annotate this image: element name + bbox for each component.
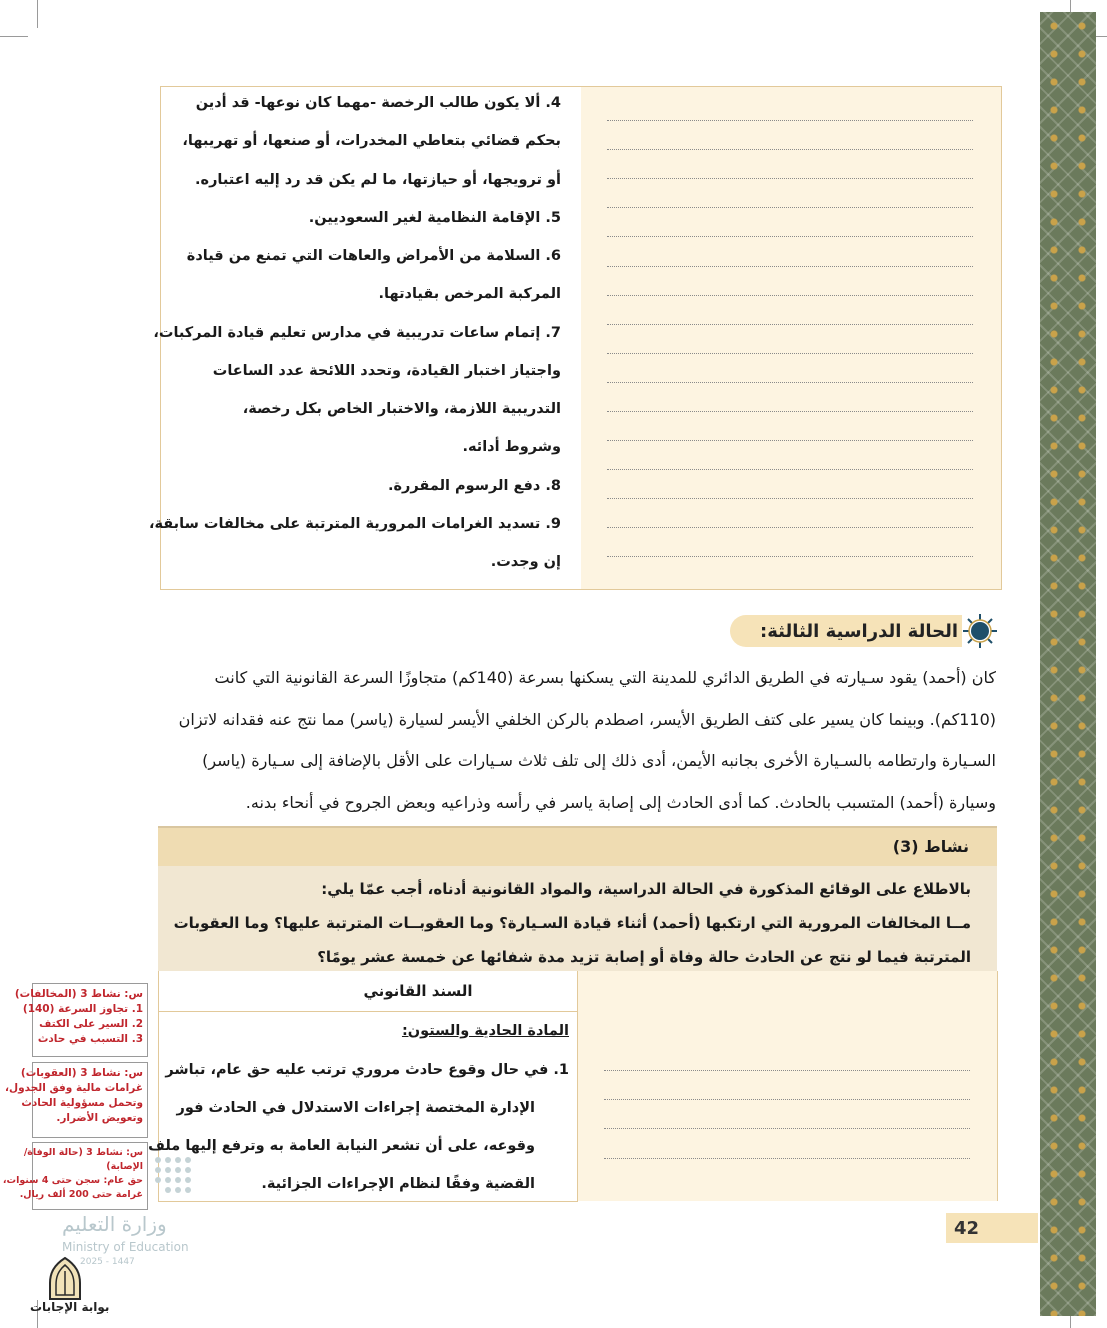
side-note-line: س: نشاط 3 (المخالفات) xyxy=(14,988,143,1000)
condition-line: 5. الإقامة النظامية لغير السعوديين. xyxy=(308,210,561,226)
condition-line: 4. ألا يكون طالب الرخصة -مهما كان نوعها- قد أدين xyxy=(195,95,561,111)
answer-line xyxy=(604,1158,970,1159)
answer-line xyxy=(607,120,973,121)
answer-line xyxy=(607,556,973,557)
side-note-line: 3. التسبب في حادث xyxy=(37,1033,143,1045)
answer-line xyxy=(607,178,973,179)
answer-line xyxy=(604,1128,970,1129)
condition-line: بحكم قضائي بتعاطي المخدرات، أو صنعها، أو تهريبها، xyxy=(182,133,561,149)
conditions-table xyxy=(148,86,1002,590)
condition-line: 7. إتمام ساعات تدريبية في مدارس تعليم قيادة المركبات، xyxy=(153,325,561,341)
case-paragraph-line: كان (أحمد) يقود سـيارته في الطريق الدائري للمدينة التي يسكنها بسرعة (140كم) متجاوزًا السرعة القانونية التي كانت xyxy=(214,668,996,687)
answer-line xyxy=(607,353,973,354)
answers-portal-logo-icon xyxy=(40,1255,90,1301)
side-note-penalties xyxy=(5,1062,148,1138)
answer-line xyxy=(607,324,973,325)
answer-line xyxy=(604,1099,970,1100)
answer-line xyxy=(607,382,973,383)
ministry-dots-logo xyxy=(148,1152,198,1200)
condition-line: إن وجدت. xyxy=(490,554,561,570)
sun-icon xyxy=(962,613,998,649)
conditions-text-column xyxy=(148,87,579,589)
answer-writing-area[interactable] xyxy=(581,87,1001,589)
ministry-name-arabic: وزارة التعليم xyxy=(62,1212,167,1236)
condition-line: واجتياز اختبار القيادة، وتحدد اللائحة عدد الساعات xyxy=(212,363,561,379)
side-note-line: غرامة حتى 200 ألف ريال. xyxy=(19,1189,143,1200)
activity-question-line: مــا المخالفات المرورية التي ارتكبها (أحمد) أثناء قيادة السـيارة؟ وما العقوبــات المترتبة عليها؟ وما العقوبات xyxy=(173,914,971,932)
condition-line: التدريبية اللازمة، والاختبار الخاص بكل رخصة، xyxy=(242,401,561,417)
side-note-violations xyxy=(14,983,148,1057)
activity-box xyxy=(158,826,997,973)
case-study-heading xyxy=(730,611,998,651)
side-note-line: وتعويض الأضرار. xyxy=(56,1112,143,1124)
legal-basis-table xyxy=(148,971,997,1201)
side-note-line: 2. السير على الكتف xyxy=(39,1018,143,1030)
article-line: القضية وفقًا لنظام الإجراءات الجزائية. xyxy=(261,1176,535,1192)
case-paragraph-line: السـيارة وارتطامه بالسـيارة الأخرى بجانبه الأيمن، أدى ذلك إلى تلف ثلاث سـيارات على الأقل بالإضافة إلى سـيارة (ياسر) xyxy=(202,751,996,770)
case-study-title: الحالة الدراسية الثالثة: xyxy=(760,621,958,642)
activity-question-line: المترتبة فيما لو نتج عن الحادث حالة وفاة أو إصابة تزيد مدة شفائها عن خمسة عشر يومًا؟ xyxy=(317,948,971,966)
condition-line: المركبة المرخص بقيادتها. xyxy=(378,286,561,302)
answer-line xyxy=(607,498,973,499)
side-note-death-injury xyxy=(2,1142,148,1210)
side-note-line: حق عام: سجن حتى 4 سنوات، xyxy=(2,1175,143,1186)
condition-line: أو ترويجها، أو حيازتها، ما لم يكن قد رد إليه اعتباره. xyxy=(195,172,561,188)
side-note-line: الإصابة) xyxy=(106,1161,143,1172)
answers-portal-name: بوابة الإجابات xyxy=(30,1300,110,1314)
ministry-name-english: Ministry of Education xyxy=(62,1240,189,1254)
condition-line: وشروط أدائه. xyxy=(462,439,561,455)
activity-question-line: بالاطلاع على الوقائع المذكورة في الحالة الدراسية، والمواد القانونية أدناه، أجب عمّا يلي: xyxy=(321,880,971,898)
side-note-line: غرامات مالية وفق الجدول، xyxy=(5,1082,143,1094)
legal-text-column xyxy=(148,971,578,1202)
side-note-line: س: نشاط 3 (العقوبات) xyxy=(20,1067,143,1079)
side-note-line: وتحمل مسؤولية الحادث xyxy=(21,1097,143,1109)
condition-line: 9. تسديد الغرامات المرورية المترتبة على مخالفات سابقة، xyxy=(148,516,561,532)
page-number: 42 xyxy=(954,1218,980,1239)
activity-title: نشاط (3) xyxy=(892,837,969,856)
decorative-pattern-border xyxy=(1040,12,1096,1316)
side-note-line: س: نشاط 3 (حالة الوفاة/ xyxy=(23,1147,143,1158)
legal-basis-header-label: السند القانوني xyxy=(363,982,473,1000)
activity-header xyxy=(158,828,997,866)
answer-line xyxy=(607,295,973,296)
answer-line xyxy=(607,207,973,208)
answer-line xyxy=(607,440,973,441)
answer-line xyxy=(607,266,973,267)
article-line: 1. في حال وقوع حادث مروري ترتب عليه حق عام، تباشر xyxy=(165,1062,569,1078)
article-line: الإدارة المختصة إجراءات الاستدلال في الحادث فور xyxy=(176,1100,535,1116)
article-line: وقوعه، على أن تشعر النيابة العامة به وترفع إليها ملف xyxy=(148,1138,535,1154)
case-paragraph-line: وسيارة (أحمد) المتسبب بالحادث. كما أدى الحادث إلى إصابة ياسر في رأسه وذراعيه وبعض الجروح في أنحاء بدنه. xyxy=(245,793,996,812)
condition-line: 6. السلامة من الأمراض والعاهات التي تمنع من قيادة xyxy=(186,248,561,264)
answer-line xyxy=(607,411,973,412)
answer-line xyxy=(607,469,973,470)
case-paragraph-line: (110كم). وبينما كان يسير على كتف الطريق الأيسر، اصطدم بالركن الخلفي الأيسر لسيارة (ياسر) مما نتج عنه فقدانه لاتزان xyxy=(178,710,996,729)
edition-year: 2025 - 1447 xyxy=(80,1257,135,1267)
crop-mark xyxy=(0,36,28,37)
legal-basis-header xyxy=(159,971,577,1012)
condition-line: 8. دفع الرسوم المقررة. xyxy=(387,478,561,494)
answer-writing-area[interactable] xyxy=(578,971,998,1201)
crop-mark xyxy=(37,0,38,28)
side-note-line: 1. تجاوز السرعة (140) xyxy=(22,1003,143,1015)
answer-line xyxy=(604,1070,970,1071)
answer-line xyxy=(607,527,973,528)
article-title: المادة الحادية والستون: xyxy=(401,1023,569,1039)
answer-line xyxy=(607,236,973,237)
answer-line xyxy=(607,149,973,150)
